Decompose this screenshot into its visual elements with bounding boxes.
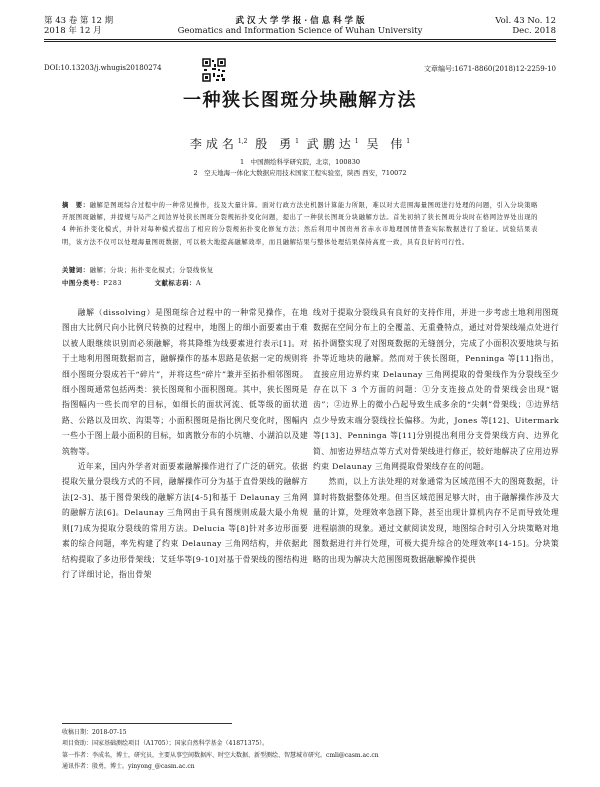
author-name: 殷 勇 [255,137,296,151]
body-column-left [62,305,308,582]
abstract-text: 融解是图斑综合过程中的一种常见操作，技及大量计算。面对行政方法史机器计算能力所限，难以对大范围海量图斑进行处理的问题，引入分块策略开展图斑融解，并提规与局产之间边界处狭长图斑分裂规拓扑变化问题，提出了一种狭长图斑分块融解方法。首先初纳了狭长图斑分块时在格网边界处出现的 4 种拓扑变化模式，并针对每种模式提出了相应的分裂规拓扑变化修复方法；然后利用中国贵州省赤水市地理国情普查实际数据进行了验证。试验结果表明，该方法不仅可以处理海量图斑数据，可以极大地提高融解效率，而且融解结果与整体处理结果保持高度一致，具有良好的可行性。 [62,202,539,246]
body-column-right [313,305,559,567]
author-name: 李成名 [189,137,238,151]
keywords [62,265,538,277]
volume-issue-en: Vol. 43 No. 12 [495,16,556,26]
doc-code [155,280,202,287]
qr-code-icon[interactable] [202,58,226,82]
header-rule [44,39,556,40]
author-affiliation-mark: 1 [406,138,411,145]
clc-code [62,280,122,287]
body-paragraph: 融解（dissolving）是图斑综合过程中的一种常见操作，在地图由大比例尺向小比例尺转换的过程中，地图上的细小面要素由于难以被人眼继续识别而必须融解，将其降维为线要素进行表示[1]。对于土地利用图斑数据而言，融解操作的基本思路是依据一定的规则将细小图斑分裂成若干“碎片”，并将这些“碎片”兼并至拓扑相邻图斑。细小图斑通常包括两类：狭长图斑和小面积图斑。其中，狭长图斑是指图幅内一些长而窄的目标，如细长的面状河流、低等级的面状道路、公路以及田坎、沟渠等；小面积图斑是指比例尺变化时，图幅内一些小于图上最小面积的目标，如离散分布的小坑塘、小湖泊以及建筑物等。 [62,308,308,456]
journal-volume-en [430,16,556,36]
author-list [120,135,480,152]
clc-label: 中图分类号： [62,280,104,287]
footnote-funding: 项目资助：国家基础测绘项目（A1705）；国家自然科学基金（41871375）。 [62,740,269,748]
journal-name-en: Geomatics and Information Science of Wuhan University [177,26,423,36]
journal-name [150,16,450,36]
classification [62,278,538,290]
footnote-first-author: 第一作者：李成名，博士，研究员，主要从事空间数据库、时空大数据、新型测绘、智慧城市研究。cmli@casm.ac.cn [62,751,379,759]
body-paragraph: 然而，以上方法处理的对象通常为区域范围不大的图斑数据，计算时将数据整体处理。但当区域范围足够大时，由于融解操作涉及大量的计算，处理效率急剧下降，甚至出现计算机内存不足而导致处理进程崩溃的现象。通过文献阅读发现，地图综合时引入分块策略对地图数据进行并行处理，可极大提升综合的处理效率[14-15]。分块策略的出现为解决大范围图斑数据融解操作提供 [313,477,559,564]
body-paragraph: 线对于提取分裂线具有良好的支持作用，并进一步考虑土地利用图斑数据在空间分布上的全覆盖、无重叠特点，通过对骨架线端点处进行拓扑调整实现了对图斑数据的无缝剖分，完成了小面积次要地块与拓扑等近地块的融解。然而对于狭长图斑，Penninga 等[11]指出，直接应用边界约束 Delaunay 三角网提取的骨架线作为分裂线至少存在以下 3 个方面的问题：①分支连接点处的骨架线会出现“锯齿”；②边界上的微小凸起导致生成多余的“尖刺”骨架线；③边界结点少导致末端分裂线拉长偏移。为此，Jones 等[12]、Uitermark 等[13]、Penninga 等[11]分别提出利用分支骨架线方向、边界化简、加密边界结点等方式对骨架线进行修正，较好地解决了应用边界约束 Delaunay 三角网提取骨架线存在的问题。 [313,308,559,472]
keywords-label: 关键词： [62,267,90,274]
author-affiliation-mark: 1,2 [237,138,248,145]
author-affiliation-mark: 1 [295,138,299,145]
affiliation: 2 空天地海一体化大数据应用技术国家工程实验室，陕西 西安，710072 [193,169,407,177]
footnote-corresponding-author: 通讯作者：殷勇，博士。yinyong_@casm.ac.cn [62,763,195,771]
affiliation: 1 中国测绘科学研究院，北京，100830 [240,158,360,166]
journal-name-cn: 武 汉 大 学 学 报 · 信 息 科 学 版 [235,16,365,26]
doc-value: A [196,280,202,287]
author-name: 武鹏达 [306,137,355,151]
header-rule-thin [44,41,556,42]
footnotes [62,727,542,773]
author-name: 吴 伟 [366,137,407,151]
paper-title: 一种狭长图斑分块融解方法 [183,90,417,111]
volume-issue: 第 43 卷 第 12 期 [44,16,114,26]
body-paragraph: 近年来，国内外学者对面要素融解操作进行了广泛的研究。依据提取矢量分裂线方式的不同，融解操作可分为基于直骨架线的融解方法[2-3]、基于图骨架线的融解方法[4-5]和基于 Delaunay 三角网的融解方法[6]。Delaunay 三角网由于具有图规则成最大最小角规则[7]成为提取分裂线的常用方法。Delucia 等[8]针对多边形面要素的综合问题，率先构建了约束 Delaunay 三角网结构，并依据此结构提取了多边形骨架线；艾廷华等[9-10]对基于骨架线的图结构进行了详细讨论，指出骨架 [62,462,308,579]
footnote-received: 收稿日期：2018-07-15 [62,729,127,736]
doc-label: 文献标志码： [154,280,197,287]
footnote-rule [62,723,232,724]
article-number: 文章编号:1671-8860(2018)12-2259-10 [424,65,556,73]
keywords-text: 融解；分块；拓扑变化模式；分裂线恢复 [89,267,214,274]
clc-value: P283 [103,280,123,287]
abstract [62,200,538,249]
issue-date-en: Dec. 2018 [512,26,556,36]
issue-date: 2018 年 12 月 [44,26,102,36]
author-affiliation-mark: 1 [354,138,359,145]
doi[interactable]: DOI:10.13203/j.whugis20180274 [44,64,162,72]
abstract-label: 摘 要： [62,202,90,209]
